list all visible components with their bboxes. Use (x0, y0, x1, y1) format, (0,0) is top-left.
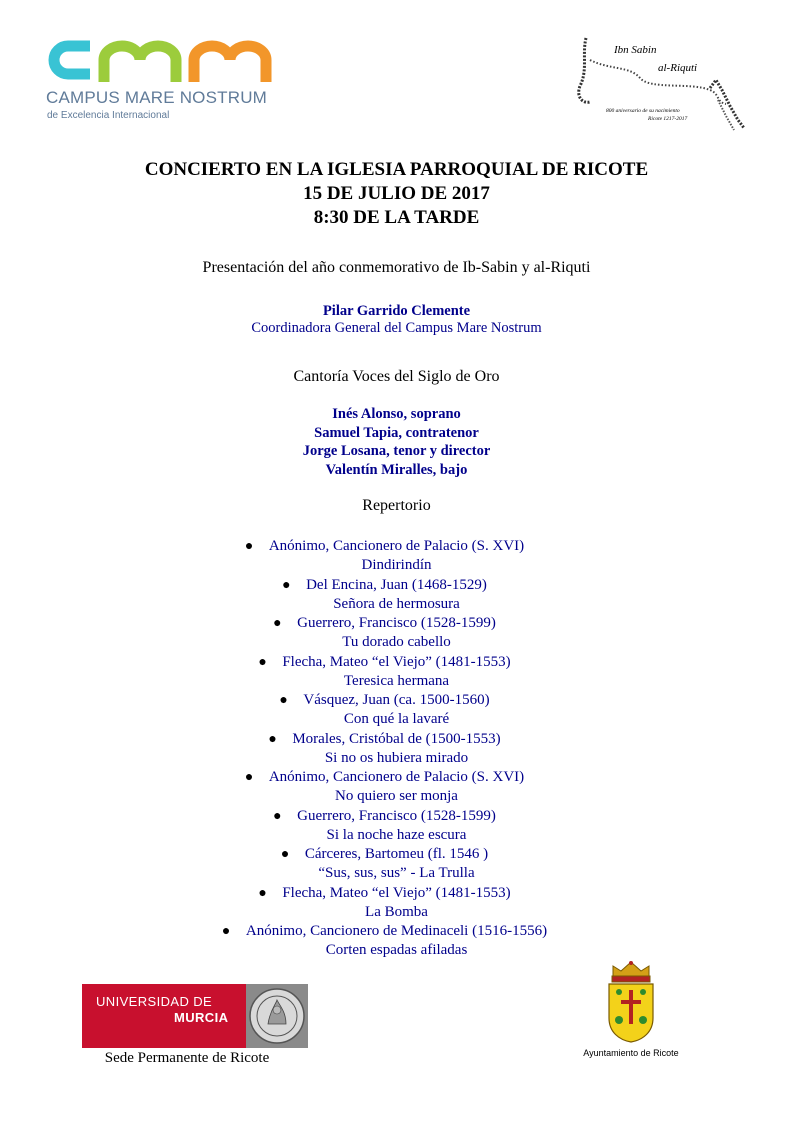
piece-title: Si la noche haze escura (326, 826, 467, 843)
um-seal-icon (246, 984, 308, 1048)
bullet-icon: ● (280, 847, 290, 862)
list-item (0, 884, 793, 923)
choir-member: Valentín Miralles, bajo (325, 461, 468, 478)
list-item (0, 768, 793, 807)
composer: Guerrero, Francisco (1528-1599) (297, 807, 496, 824)
composer: Cárceres, Bartomeu (fl. 1546 ) (304, 846, 489, 862)
speaker-role: Coordinadora General del Campus Mare Nostrum (251, 320, 542, 336)
list-item (0, 537, 793, 576)
bullet-icon: ● (273, 808, 282, 824)
coat-of-arms-icon (603, 958, 659, 1044)
list-item (0, 576, 793, 615)
bullet-icon: ● (221, 924, 231, 939)
list-item (0, 922, 793, 961)
bullet-icon: ● (244, 539, 254, 554)
concert-title (0, 158, 793, 230)
composer: Vásquez, Juan (ca. 1500-1560) (303, 692, 490, 708)
piece-title: Si no os hubiera mirado (324, 749, 469, 766)
bullet-icon: ● (258, 885, 267, 901)
cmn-logo-subtitle: de Excelencia Internacional (47, 110, 170, 121)
ibn-logo-line1: Ibn Sabin (614, 44, 657, 56)
composer: Morales, Cristóbal de (1500-1553) (292, 730, 501, 747)
bullet-icon: ● (244, 770, 254, 785)
piece-title: Señora de hermosura (333, 595, 460, 612)
um-caption: Sede Permanente de Ricote (104, 1050, 270, 1066)
composer: Flecha, Mateo “el Viejo” (1481-1553) (282, 653, 511, 670)
presentation-heading: Presentación del año conmemorativo de Ib-Sabin y al-Riquti (202, 259, 591, 276)
list-item (0, 807, 793, 846)
list-item (0, 845, 793, 884)
repertoire-list (0, 537, 793, 961)
cmn-logo-mark (44, 36, 274, 88)
list-item (0, 691, 793, 730)
title-line-3: 8:30 DE LA TARDE (313, 207, 480, 228)
piece-title: La Bomba (365, 903, 428, 920)
bullet-icon: ● (282, 577, 291, 593)
composer: Anónimo, Cancionero de Palacio (S. XVI) (268, 769, 525, 785)
ricote-coat-of-arms (603, 958, 659, 1044)
composer: Anónimo, Cancionero de Palacio (S. XVI) (268, 538, 525, 554)
ibn-sabin-logo (570, 30, 750, 140)
composer: Anónimo, Cancionero de Medinaceli (1516-1556) (245, 923, 548, 939)
um-logo-line1: UNIVERSIDAD DE (96, 994, 213, 1009)
choir-members (0, 405, 793, 479)
choir-name: Cantoría Voces del Siglo de Oro (293, 368, 500, 385)
choir-member: Samuel Tapia, contratenor (314, 424, 479, 441)
choir-member: Jorge Losana, tenor y director (302, 443, 491, 459)
choir-member: Inés Alonso, soprano (332, 406, 461, 422)
ibn-logo-line2: al-Riquti (658, 62, 698, 74)
piece-title: “Sus, sus, sus” - La Trulla (318, 865, 475, 881)
universidad-murcia-logo (82, 984, 308, 1048)
ibn-sabin-logo-drawing (570, 30, 750, 140)
bullet-icon: ● (279, 693, 288, 708)
title-line-1: CONCIERTO EN LA IGLESIA PARROQUIAL DE RICOTE (144, 159, 649, 180)
speaker-name: Pilar Garrido Clemente (322, 303, 471, 319)
list-item (0, 614, 793, 653)
list-item (0, 653, 793, 692)
composer: Guerrero, Francisco (1528-1599) (297, 615, 496, 631)
piece-title: Corten espadas afiladas (325, 942, 468, 958)
cmn-logo-name: CAMPUS MARE NOSTRUM (46, 88, 268, 107)
ibn-logo-line4: Ricote 1217-2017 (648, 116, 688, 122)
composer: Del Encina, Juan (1468-1529) (306, 576, 487, 593)
bullet-icon: ● (273, 616, 282, 631)
campus-mare-nostrum-logo (44, 36, 274, 126)
piece-title: Tu dorado cabello (342, 634, 451, 650)
bullet-icon: ● (268, 731, 277, 747)
piece-title: Teresica hermana (343, 672, 450, 689)
um-logo-line2: MURCIA (174, 1010, 229, 1025)
repertoire-heading: Repertorio (362, 497, 431, 514)
piece-title: Con qué la lavaré (343, 711, 450, 727)
piece-title: No quiero ser monja (335, 788, 458, 804)
ibn-logo-line3: 800 aniversario de su nacimiento (606, 108, 680, 114)
composer: Flecha, Mateo “el Viejo” (1481-1553) (282, 884, 511, 901)
ricote-caption: Ayuntamiento de Ricote (583, 1048, 679, 1058)
piece-title: Dindirindín (361, 557, 432, 573)
title-line-2: 15 DE JULIO DE 2017 (303, 183, 490, 204)
list-item (0, 730, 793, 769)
bullet-icon: ● (258, 654, 267, 670)
